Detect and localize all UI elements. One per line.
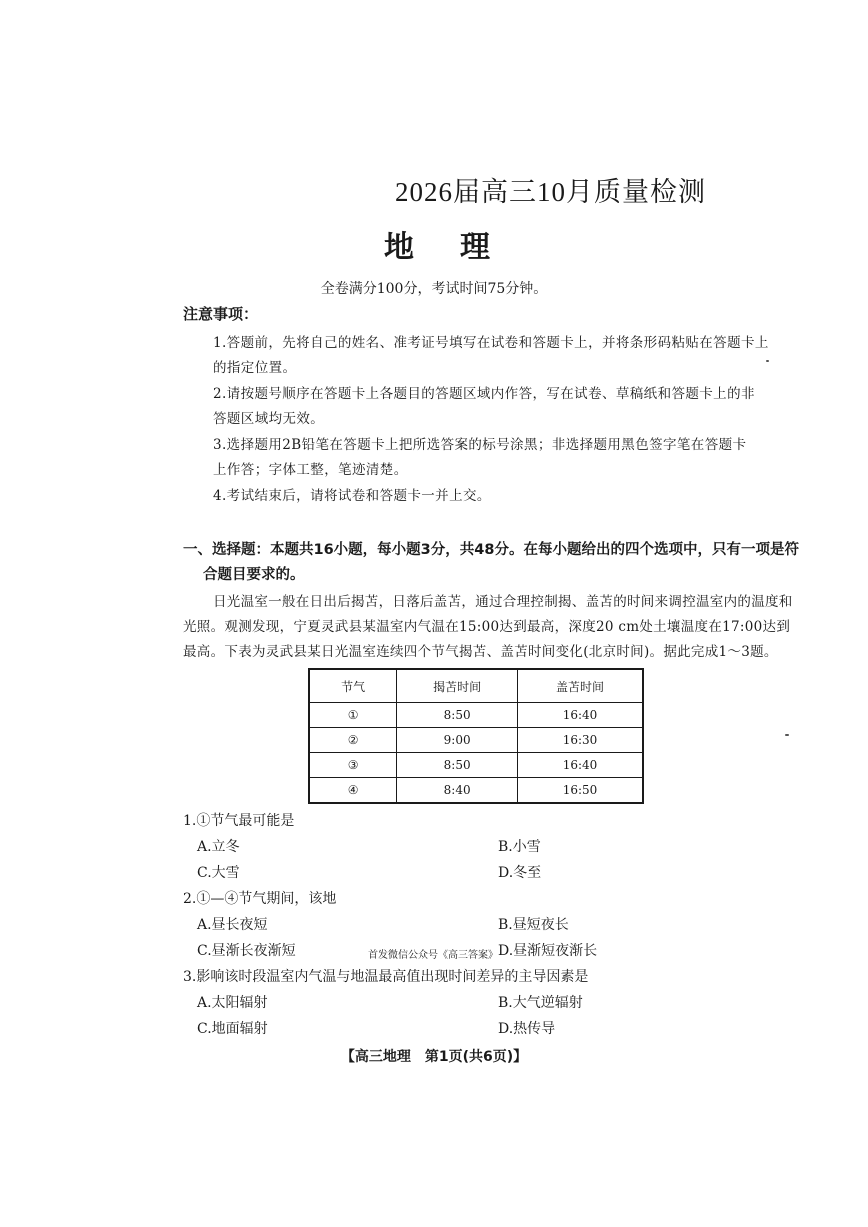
question-1-option-c: C.大雪 (197, 865, 240, 881)
table-cell: 8:50 (397, 753, 518, 778)
table-header-row (309, 669, 643, 703)
section-heading-cont: 合题目要求的。 (203, 567, 305, 583)
table-cell: 9:00 (397, 728, 518, 753)
notice-line: 3.选择题用2B铅笔在答题卡上把所选答案的标号涂黑；非选择题用黑色签字笔在答题卡 (213, 437, 747, 453)
exam-info: 全卷满分100分，考试时间75分钟。 (320, 281, 548, 297)
table-header-cell: 盖苫时间 (518, 669, 643, 703)
table-cell: 16:30 (518, 728, 643, 753)
table-cell: 8:50 (397, 703, 518, 728)
table-header-cell: 揭苫时间 (397, 669, 518, 703)
notice-line: 上作答；字体工整，笔迹清楚。 (213, 462, 408, 478)
notice-line: 4.考试结束后，请将试卷和答题卡一并上交。 (213, 488, 491, 504)
notice-line: 的指定位置。 (213, 360, 297, 376)
material-line: 最高。下表为灵武县某日光温室连续四个节气揭苫、盖苫时间变化(北京时间)。据此完成1～3题。 (183, 644, 778, 660)
table-cell: ② (309, 728, 397, 753)
subject-char-1: 地 (384, 230, 416, 265)
table-cell: ③ (309, 753, 397, 778)
table-row (309, 778, 643, 804)
watermark-text: 首发微信公众号《高三答案》 (368, 950, 498, 961)
scan-speck (766, 360, 769, 362)
data-table (308, 668, 644, 804)
table-row (309, 753, 643, 778)
table-row (309, 703, 643, 728)
table-row (309, 728, 643, 753)
question-1-option-b: B.小雪 (498, 839, 541, 855)
notice-line: 2.请按题号顺序在答题卡上各题目的答题区域内作答，写在试卷、草稿纸和答题卡上的非 (213, 386, 755, 402)
question-1-option-d: D.冬至 (498, 865, 542, 881)
table-cell: ④ (309, 778, 397, 804)
material-line: 日光温室一般在日出后揭苫，日落后盖苫，通过合理控制揭、盖苫的时间来调控温室内的温度和 (213, 594, 793, 610)
question-2-option-c: C.昼渐长夜渐短 (197, 943, 296, 959)
table-cell: 16:40 (518, 753, 643, 778)
question-2-option-a: A.昼长夜短 (197, 917, 268, 933)
table-header-cell: 节气 (309, 669, 397, 703)
question-2-stem: 2.①—④节气期间，该地 (183, 891, 337, 907)
table-cell: ① (309, 703, 397, 728)
question-2-option-d: D.昼渐短夜渐长 (498, 943, 598, 959)
page-footer: 【高三地理 第1页(共6页)】 (340, 1049, 528, 1065)
question-3-option-a: A.太阳辐射 (197, 995, 268, 1011)
section-heading: 一、选择题：本题共16小题，每小题3分，共48分。在每小题给出的四个选项中，只有一项是符 (183, 542, 799, 558)
question-1-stem: 1.①节气最可能是 (183, 813, 295, 829)
question-3-option-c: C.地面辐射 (197, 1021, 268, 1037)
notice-line: 1.答题前，先将自己的姓名、准考证号填写在试卷和答题卡上，并将条形码粘贴在答题卡上 (213, 335, 769, 351)
question-3-option-d: D.热传导 (498, 1021, 556, 1037)
scan-speck (785, 734, 789, 736)
table-cell: 8:40 (397, 778, 518, 804)
subject-char-2: 理 (460, 230, 492, 265)
notice-heading: 注意事项： (183, 305, 259, 323)
table-cell: 16:50 (518, 778, 643, 804)
question-1-option-a: A.立冬 (197, 839, 240, 855)
question-3-stem: 3.影响该时段温室内气温与地温最高值出现时间差异的主导因素是 (183, 969, 589, 985)
notice-line: 答题区域均无效。 (213, 411, 325, 427)
question-3-option-b: B.大气逆辐射 (498, 995, 583, 1011)
question-2-option-b: B.昼短夜长 (498, 917, 569, 933)
material-line: 光照。观测发现，宁夏灵武县某温室内气温在15:00达到最高，深度20 cm处土壤温度在17:00达到 (183, 619, 791, 635)
table-cell: 16:40 (518, 703, 643, 728)
exam-title: 2026届高三10月质量检测 (395, 177, 706, 207)
subject-title (0, 222, 868, 266)
